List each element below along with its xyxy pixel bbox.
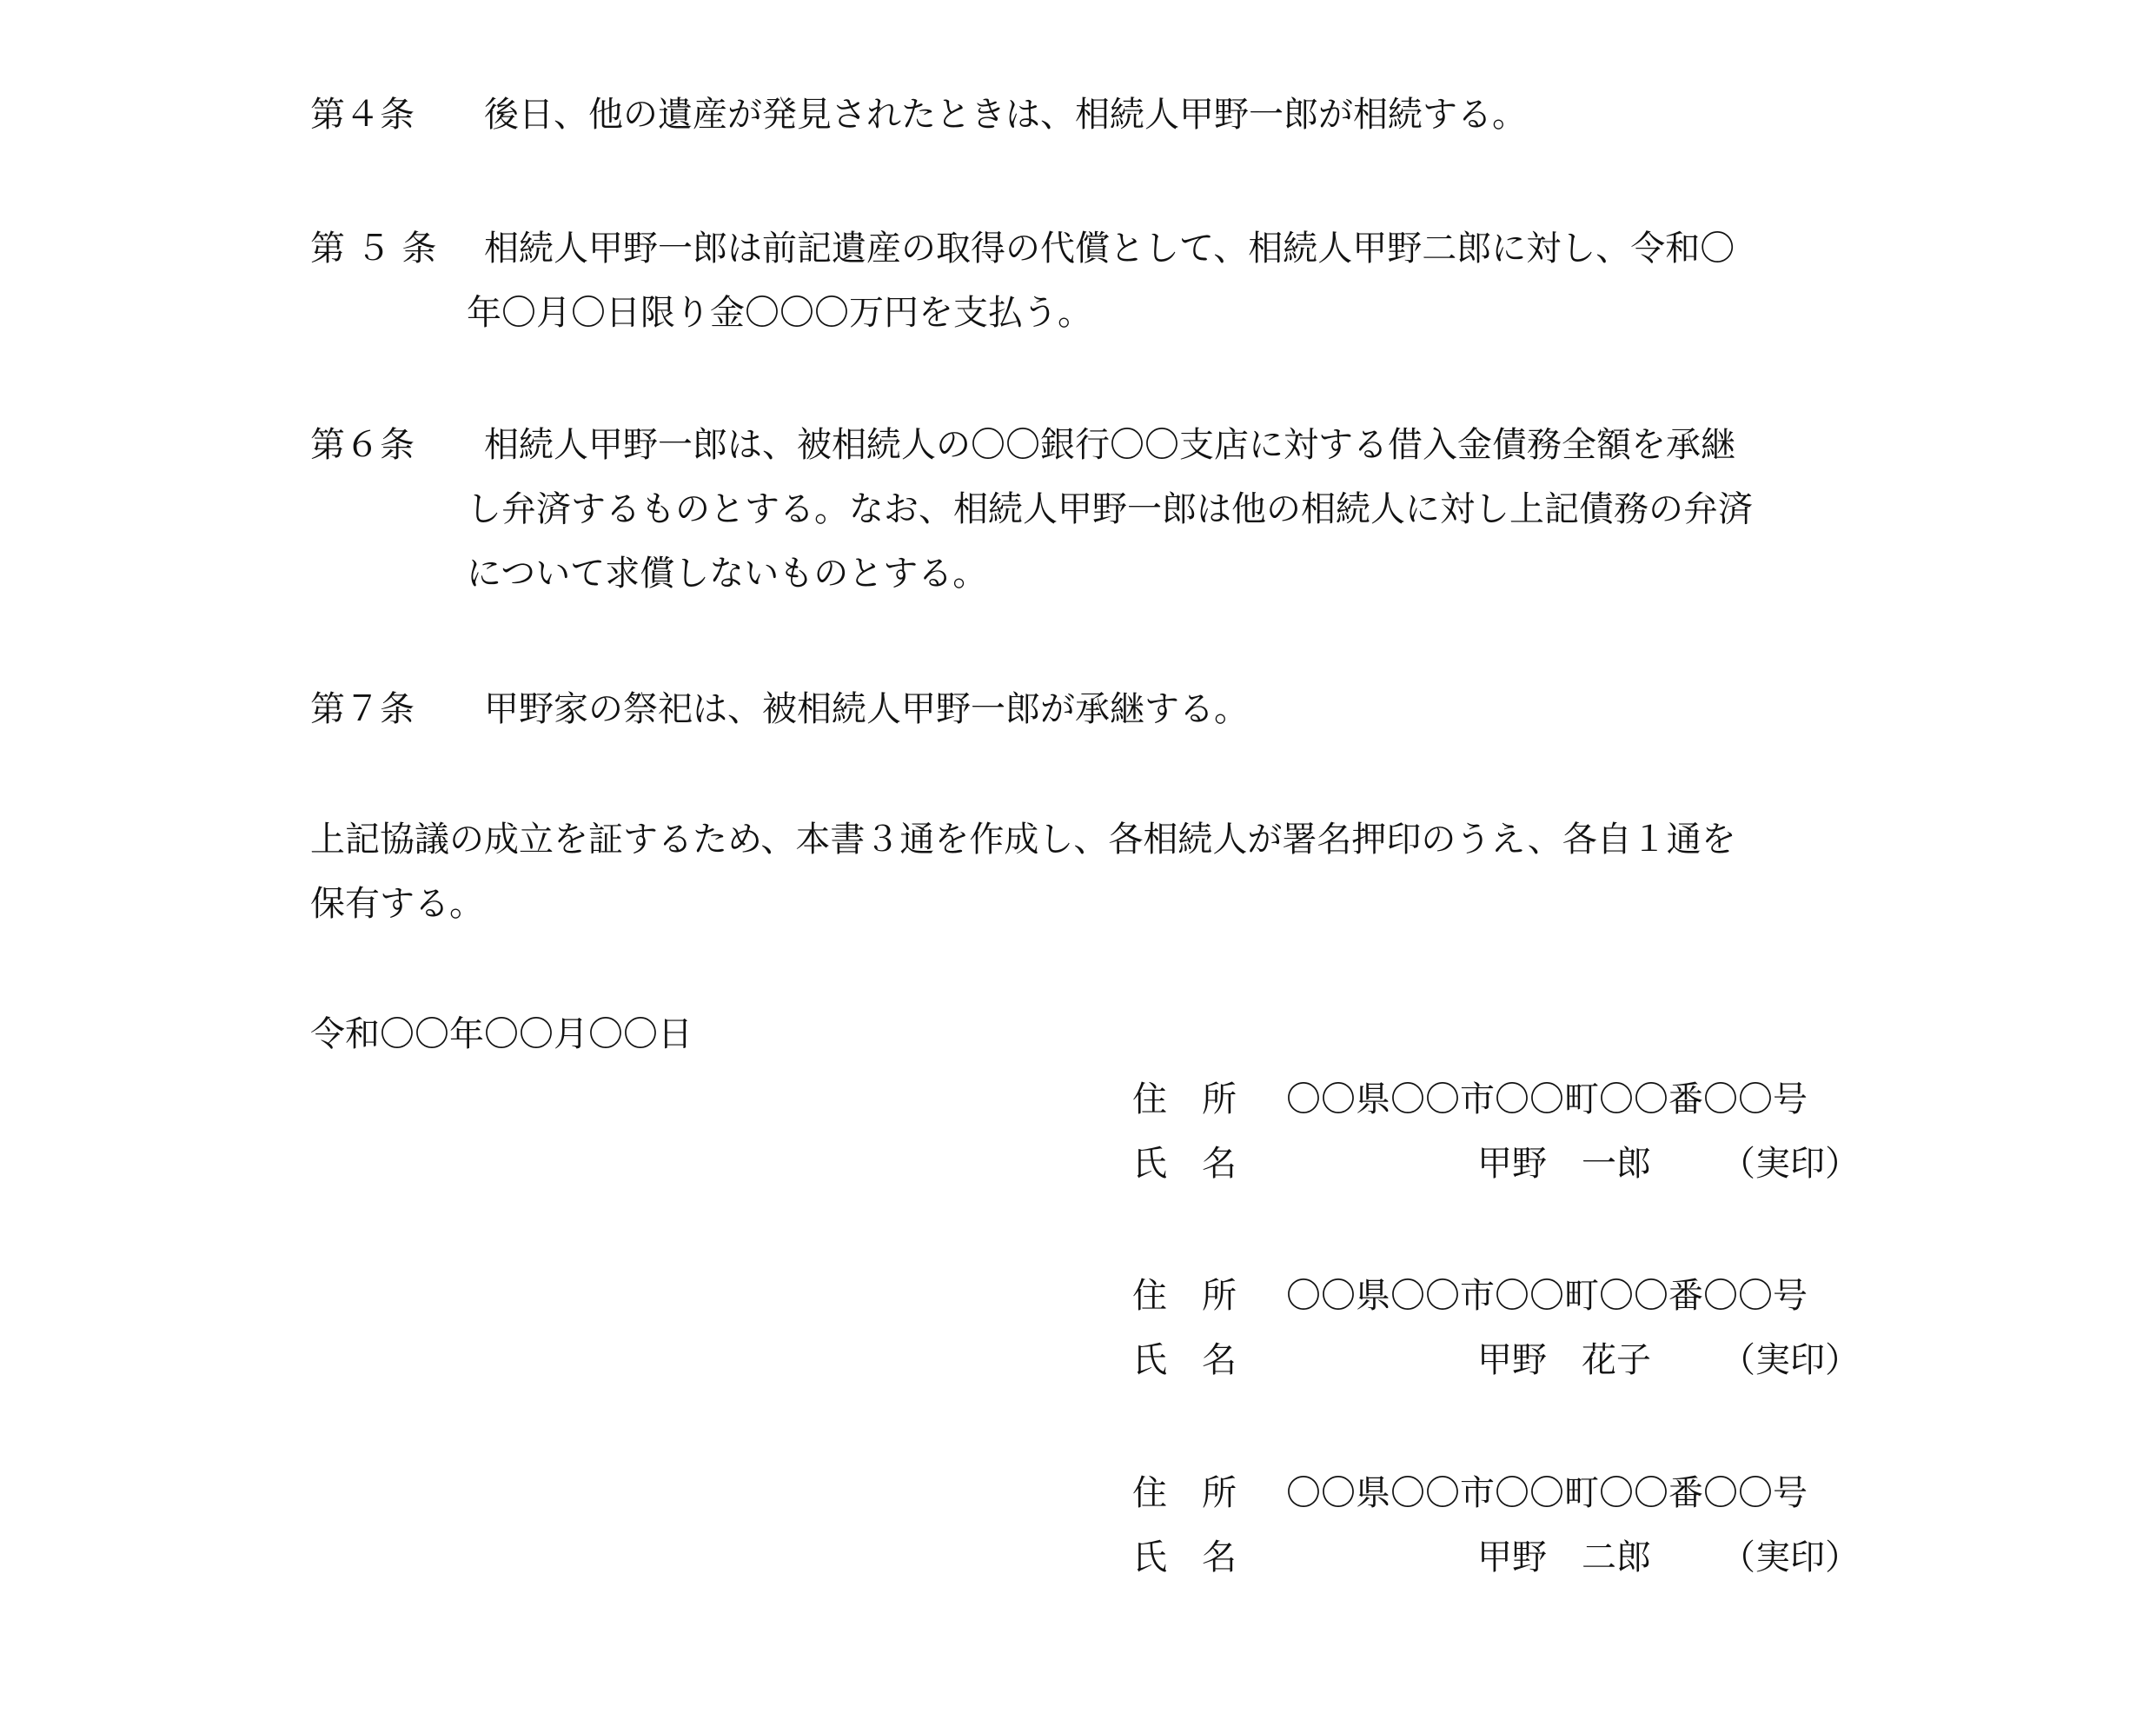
article-text bbox=[467, 216, 1857, 345]
article-line: 相続人甲野一郎は、被相続人の〇〇銀行〇〇支店に対する借入金債務全額を承継 bbox=[484, 425, 1735, 465]
article-number: 第７条 bbox=[310, 689, 415, 729]
signatory-block bbox=[1132, 1067, 1862, 1196]
article-line: 相続人甲野一郎は前記遺産の取得の代償として、相続人甲野二郎に対し、令和〇 bbox=[484, 229, 1735, 269]
closing-line: 上記協議の成立を証するため、本書３通を作成し、各相続人が署名押印のうえ、各自１通を bbox=[310, 820, 1736, 860]
seal-mark: （実印） bbox=[1721, 1537, 1860, 1577]
article-text bbox=[484, 677, 1857, 741]
seal-mark: （実印） bbox=[1721, 1144, 1860, 1184]
name-label: 氏 名 bbox=[1132, 1537, 1237, 1577]
address-value: 〇〇県〇〇市〇〇町〇〇番〇〇号 bbox=[1286, 1276, 1808, 1316]
name-value: 甲野 二郎 bbox=[1477, 1537, 1651, 1577]
address-row bbox=[1132, 1461, 1862, 1525]
article-line: 後日、他の遺産が発見されたときは、相続人甲野一郎が相続する。 bbox=[484, 95, 1527, 135]
article-line: について求償しないものとする。 bbox=[467, 554, 988, 594]
signatory-block bbox=[1132, 1264, 1862, 1392]
article-line: 甲野家の祭祀は、被相続人甲野一郎が承継する。 bbox=[484, 689, 1249, 729]
address-row bbox=[1132, 1067, 1862, 1132]
name-value: 甲野 一郎 bbox=[1477, 1144, 1651, 1184]
address-label: 住 所 bbox=[1132, 1473, 1237, 1513]
name-label: 氏 名 bbox=[1132, 1340, 1237, 1380]
address-row bbox=[1132, 1264, 1862, 1328]
article-number: 第４条 bbox=[310, 95, 415, 135]
closing-paragraph bbox=[310, 807, 1857, 936]
article-line: し弁済するものとする。なお、相続人甲野一郎は他の相続人に対し上記債務の弁済 bbox=[467, 489, 1753, 529]
article-line: 年〇月〇日限り金〇〇〇万円を支払う。 bbox=[467, 293, 1092, 333]
name-row bbox=[1132, 1132, 1862, 1196]
name-row bbox=[1132, 1525, 1862, 1590]
signatory-block bbox=[1132, 1461, 1862, 1590]
seal-mark: （実印） bbox=[1721, 1340, 1860, 1380]
article-number: 第 ５ 条 bbox=[310, 229, 437, 269]
article-text bbox=[467, 413, 1857, 606]
address-label: 住 所 bbox=[1132, 1079, 1237, 1119]
name-label: 氏 名 bbox=[1132, 1144, 1237, 1184]
agreement-date: 令和〇〇年〇〇月〇〇日 bbox=[310, 1014, 693, 1054]
name-value: 甲野 花子 bbox=[1477, 1340, 1651, 1380]
article-number: 第６条 bbox=[310, 425, 415, 465]
closing-line: 保有する。 bbox=[310, 884, 484, 924]
address-value: 〇〇県〇〇市〇〇町〇〇番〇〇号 bbox=[1286, 1079, 1808, 1119]
name-row bbox=[1132, 1328, 1862, 1392]
article-text bbox=[484, 83, 1857, 147]
address-value: 〇〇県〇〇市〇〇町〇〇番〇〇号 bbox=[1286, 1473, 1808, 1513]
address-label: 住 所 bbox=[1132, 1276, 1237, 1316]
